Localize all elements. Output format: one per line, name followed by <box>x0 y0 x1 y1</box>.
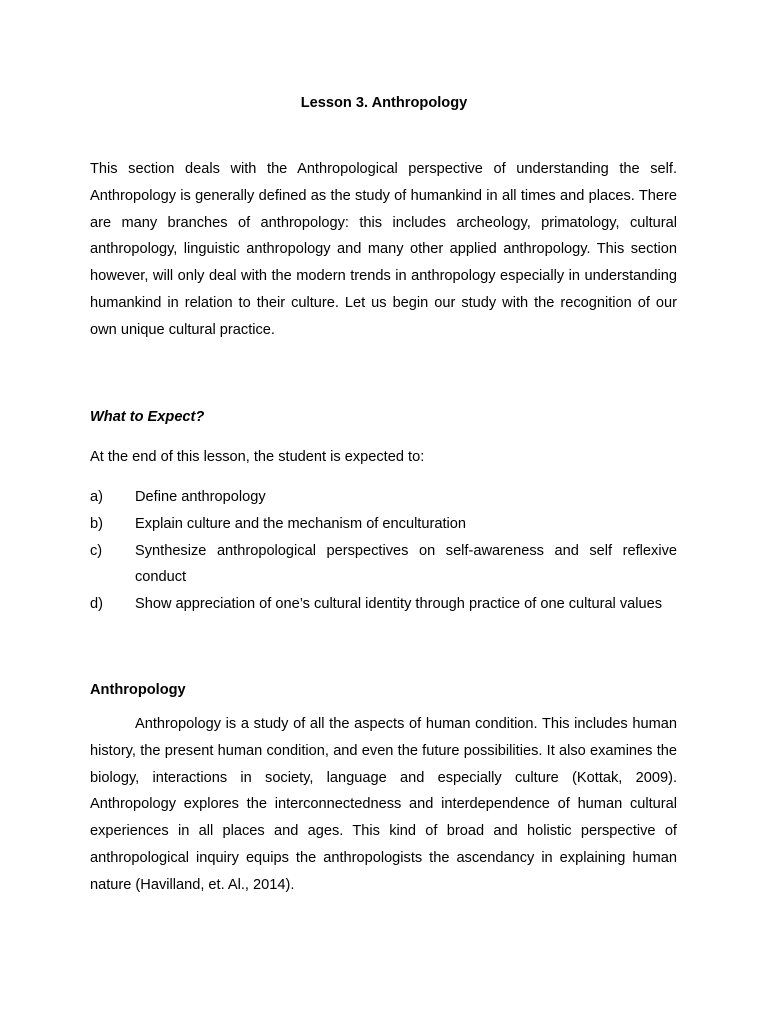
section-body-paragraph: Anthropology is a study of all the aspects of human condition. This includes human history, the present human condition, and even the future possibilities. It also examines the biology, interactions in society, language and especially culture (Kottak, 2009). Anthropology explores the interconnectedness and interdependence of human cultural experiences in all places and ages. This kind of broad and holistic perspective of anthropological inquiry equips the anthropologists the ascendancy in explaining human nature (Havilland, et. Al., 2014). <box>90 716 677 893</box>
list-marker: c) <box>90 542 103 559</box>
intro-paragraph: This section deals with the Anthropological perspective of understanding the self. Anthropology is generally defined as the study of humankind in all times and places. There are many branches of anthropology: this includes archeology, primatology, cultural anthropology, linguistic anthropology and many other applied anthropology. This section however, will only deal with the modern trends in anthropology especially in understanding humankind in relation to their culture. Let us begin our study with the recognition of our own unique cultural practice. <box>90 161 677 338</box>
list-item <box>90 484 677 511</box>
list-item <box>90 538 677 592</box>
list-item-text: Explain culture and the mechanism of enculturation <box>135 515 466 532</box>
expect-heading: What to Expect? <box>90 409 205 425</box>
list-item-text: Show appreciation of one’s cultural identity through practice of one cultural values <box>135 596 663 613</box>
list-marker: a) <box>90 489 103 505</box>
list-item <box>90 511 677 538</box>
section-heading: Anthropology <box>90 682 186 698</box>
expect-intro: At the end of this lesson, the student is expected to: <box>90 449 425 465</box>
list-item-text: Synthesize anthropological perspectives on self-awareness and self reflexive conduct <box>135 542 677 586</box>
objectives-list <box>90 484 677 618</box>
list-marker: b) <box>90 515 103 532</box>
list-marker: d) <box>90 596 103 613</box>
page-title: Lesson 3. Anthropology <box>300 95 468 111</box>
list-item <box>90 591 677 618</box>
list-item-text: Define anthropology <box>135 489 266 505</box>
